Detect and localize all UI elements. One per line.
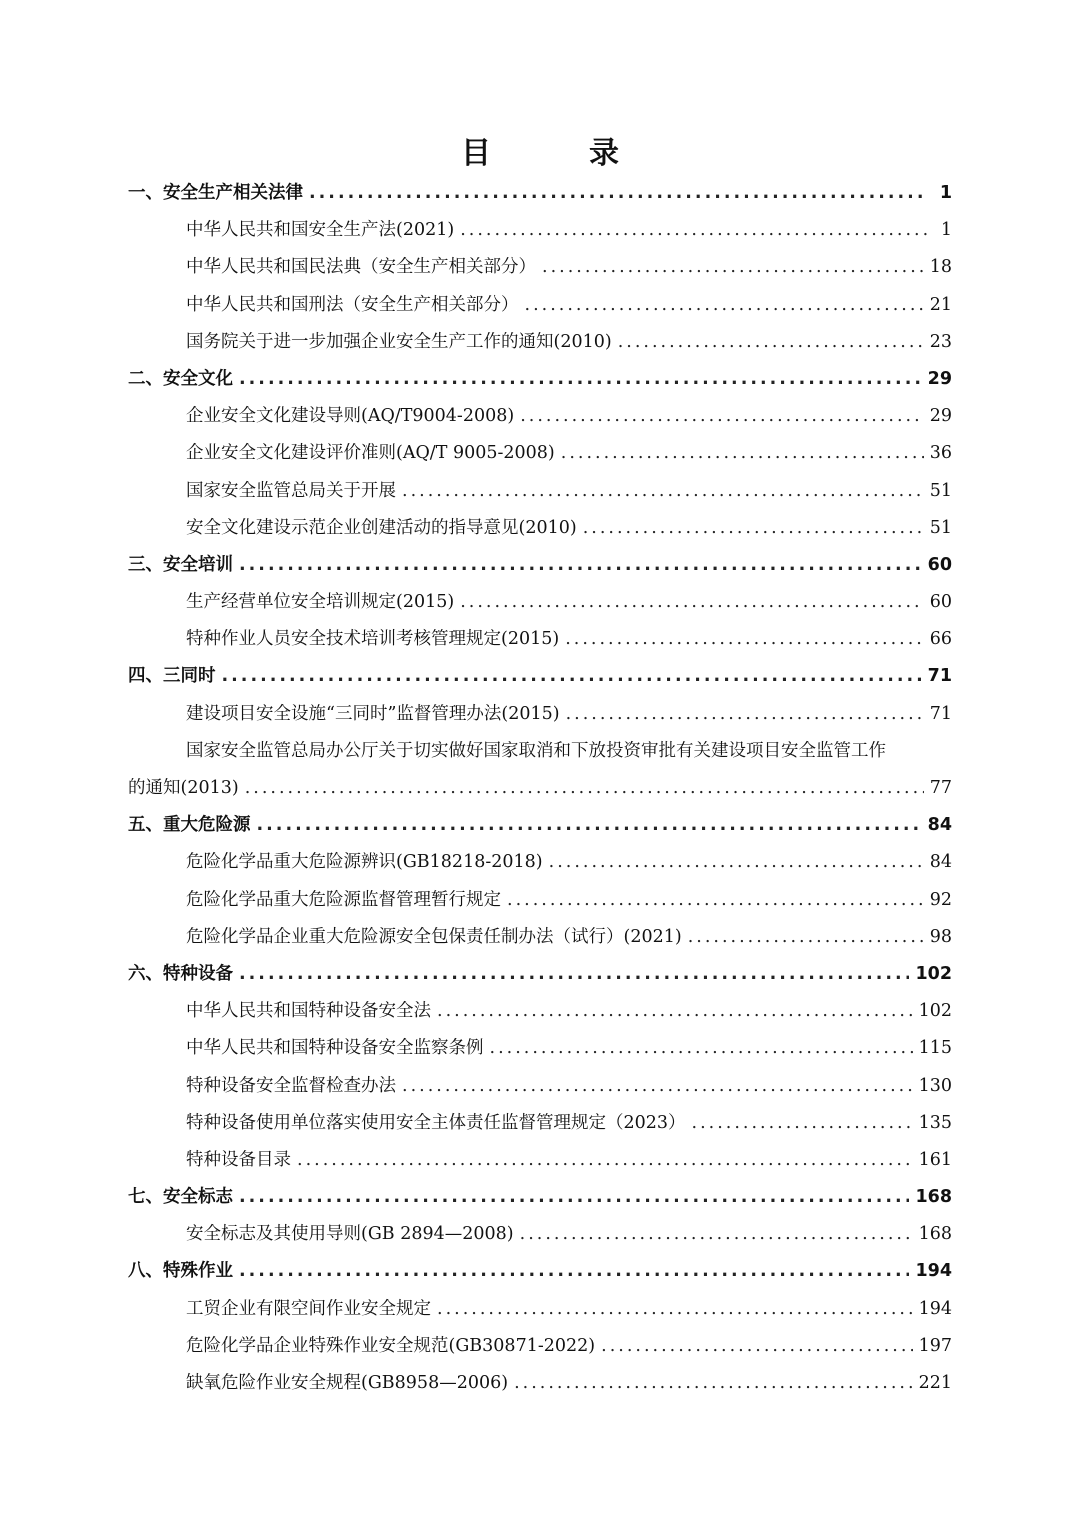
- toc-item-row[interactable]: [128, 882, 952, 919]
- page-title: 目 录: [461, 136, 653, 171]
- item-title: 中华人民共和国刑法（安全生产相关部分）: [186, 294, 519, 315]
- chapter-title: 四、三同时: [128, 666, 216, 687]
- dot-leader: [402, 473, 924, 510]
- toc-chapter-row[interactable]: [128, 1179, 952, 1216]
- item-title: 安全标志及其使用导则(GB 2894—2008): [186, 1224, 514, 1245]
- chapter-title: 八、特殊作业: [128, 1261, 233, 1282]
- dot-leader: [507, 882, 924, 919]
- item-title: 中华人民共和国安全生产法(2021): [186, 220, 455, 241]
- dot-leader: [239, 1253, 909, 1290]
- page-number: 60: [929, 592, 952, 613]
- item-title: 危险化学品企业特殊作业安全规范(GB30871-2022): [186, 1335, 596, 1356]
- item-title-line-2: 的通知(2013): [128, 778, 239, 798]
- dot-leader: [618, 324, 924, 361]
- page-number: 36: [929, 443, 952, 464]
- item-title: 特种作业人员安全技术培训考核管理规定(2015): [186, 629, 560, 650]
- item-title: 危险化学品重大危险源监督管理暂行规定: [186, 889, 501, 910]
- page-number: 221: [918, 1373, 952, 1393]
- toc-chapter-row[interactable]: [128, 175, 952, 212]
- page-number: 197: [918, 1335, 952, 1356]
- dot-leader: [402, 1068, 913, 1105]
- item-title: 危险化学品重大危险源辨识(GB18218-2018): [186, 852, 543, 873]
- item-title: 建设项目安全设施“三同时”监督管理办法(2015): [186, 703, 560, 724]
- item-title: 中华人民共和国特种设备安全监察条例: [186, 1038, 484, 1059]
- toc-item-row[interactable]: [128, 919, 952, 956]
- item-title: 危险化学品企业重大危险源安全包保责任制办法（试行）(2021): [186, 926, 682, 947]
- toc-chapter-row[interactable]: [128, 1253, 952, 1290]
- item-title: 特种设备使用单位落实使用安全主体责任监督管理规定（2023）: [186, 1112, 686, 1133]
- page-number: 84: [929, 852, 952, 873]
- toc-item-row[interactable]: [128, 287, 952, 324]
- dot-leader: [437, 993, 913, 1030]
- toc-item-row[interactable]: [128, 324, 952, 361]
- page-number: 66: [929, 629, 952, 650]
- item-title: 安全文化建设示范企业创建活动的指导意见(2010): [186, 517, 577, 538]
- toc-item-row[interactable]: [128, 1030, 952, 1067]
- item-title: 企业安全文化建设评价准则(AQ/T 9005-2008): [186, 443, 555, 464]
- toc-item-row[interactable]: [128, 584, 952, 621]
- chapter-title: 三、安全培训: [128, 554, 233, 575]
- dot-leader: [222, 658, 922, 695]
- dot-leader: [566, 696, 924, 733]
- toc-item-row[interactable]: [128, 1291, 952, 1328]
- dot-leader: [520, 1216, 913, 1253]
- item-title: 特种设备安全监督检查办法: [186, 1075, 396, 1096]
- dot-leader: [239, 956, 909, 993]
- chapter-title: 二、安全文化: [128, 368, 233, 389]
- page-number: 168: [918, 1224, 952, 1245]
- dot-leader: [239, 547, 922, 584]
- item-title: 工贸企业有限空间作业安全规定: [186, 1298, 431, 1319]
- item-title: 国务院关于进一步加强企业安全生产工作的通知(2010): [186, 331, 612, 352]
- page-number: 130: [918, 1075, 952, 1096]
- toc-item-row[interactable]: [128, 993, 952, 1030]
- item-title: 特种设备目录: [186, 1149, 291, 1170]
- page-number: 161: [918, 1149, 952, 1170]
- toc-item-row[interactable]: [128, 249, 952, 286]
- page-number: 115: [918, 1038, 952, 1059]
- page-number: 98: [929, 926, 952, 947]
- dot-leader: [490, 1030, 913, 1067]
- dot-leader: [245, 770, 924, 807]
- item-title: 中华人民共和国特种设备安全法: [186, 1001, 431, 1022]
- dot-leader: [565, 621, 924, 658]
- page-number: 77: [929, 778, 952, 798]
- page-number: 29: [927, 368, 952, 389]
- toc-item-row[interactable]: [128, 1105, 952, 1142]
- item-title: 生产经营单位安全培训规定(2015): [186, 592, 455, 613]
- page-number: 92: [929, 889, 952, 910]
- chapter-title: 五、重大危险源: [128, 815, 251, 836]
- item-title: 缺氧危险作业安全规程(GB8958—2006): [186, 1373, 509, 1393]
- dot-leader: [239, 361, 922, 398]
- chapter-title: 七、安全标志: [128, 1187, 233, 1208]
- page-number: 84: [927, 815, 952, 836]
- toc-item-row[interactable]: [128, 770, 952, 807]
- dot-leader: [309, 175, 928, 212]
- toc-item-row[interactable]: [128, 696, 952, 733]
- toc-item-row[interactable]: [128, 510, 952, 547]
- toc-item-line-1[interactable]: 国家安全监管总局办公厅关于切实做好国家取消和下放投资审批有关建设项目安全监管工作: [186, 740, 886, 761]
- dot-leader: [688, 919, 924, 956]
- toc-item-row[interactable]: [128, 473, 952, 510]
- toc-item-row[interactable]: [128, 1365, 952, 1402]
- dot-leader: [549, 844, 924, 881]
- item-title: 国家安全监管总局关于开展: [186, 480, 396, 501]
- dot-leader: [583, 510, 924, 547]
- chapter-title: 六、特种设备: [128, 963, 233, 984]
- table-of-contents: [128, 175, 952, 1402]
- page-number: 1: [939, 183, 952, 203]
- toc-item-row[interactable]: [128, 1328, 952, 1365]
- page-number: 71: [929, 703, 952, 724]
- page-number: 23: [929, 331, 952, 352]
- dot-leader: [460, 212, 928, 249]
- dot-leader: [257, 807, 922, 844]
- toc-chapter-row[interactable]: [128, 547, 952, 584]
- toc-chapter-row[interactable]: [128, 361, 952, 398]
- toc-item-row[interactable]: [128, 398, 952, 435]
- dot-leader: [297, 1142, 913, 1179]
- toc-item-row[interactable]: [128, 1068, 952, 1105]
- dot-leader: [561, 435, 924, 472]
- toc-item-row[interactable]: [128, 621, 952, 658]
- toc-chapter-row[interactable]: [128, 807, 952, 844]
- page-number: 194: [915, 1261, 952, 1282]
- dot-leader: [460, 584, 924, 621]
- page-number: 194: [918, 1298, 952, 1319]
- page-number: 71: [927, 666, 952, 687]
- page-number: 60: [927, 554, 952, 575]
- page-number: 18: [929, 257, 952, 278]
- page-number: 102: [915, 963, 952, 984]
- dot-leader: [525, 287, 924, 324]
- toc-item-row[interactable]: [128, 1216, 952, 1253]
- toc-item-row[interactable]: [128, 435, 952, 472]
- item-title: 中华人民共和国民法典（安全生产相关部分）: [186, 257, 536, 278]
- page-number: 1: [940, 220, 952, 241]
- dot-leader: [437, 1291, 913, 1328]
- toc-item-row[interactable]: [128, 1142, 952, 1179]
- dot-leader: [692, 1105, 913, 1142]
- page-number: 29: [929, 406, 952, 427]
- dot-leader: [239, 1179, 909, 1216]
- dot-leader: [520, 398, 924, 435]
- page-number: 135: [918, 1112, 952, 1133]
- item-title: 企业安全文化建设导则(AQ/T9004-2008): [186, 406, 515, 427]
- toc-chapter-row[interactable]: [128, 956, 952, 993]
- toc-item-row[interactable]: [128, 212, 952, 249]
- dot-leader: [514, 1365, 913, 1402]
- chapter-title: 一、安全生产相关法律: [128, 183, 303, 203]
- page-number: 51: [929, 480, 952, 501]
- page-number: 21: [929, 294, 952, 315]
- toc-chapter-row[interactable]: [128, 658, 952, 695]
- dot-leader: [542, 249, 924, 286]
- page-number: 102: [918, 1001, 952, 1022]
- dot-leader: [601, 1328, 912, 1365]
- page-number: 168: [915, 1187, 952, 1208]
- toc-item-row[interactable]: [128, 844, 952, 881]
- page-number: 51: [929, 517, 952, 538]
